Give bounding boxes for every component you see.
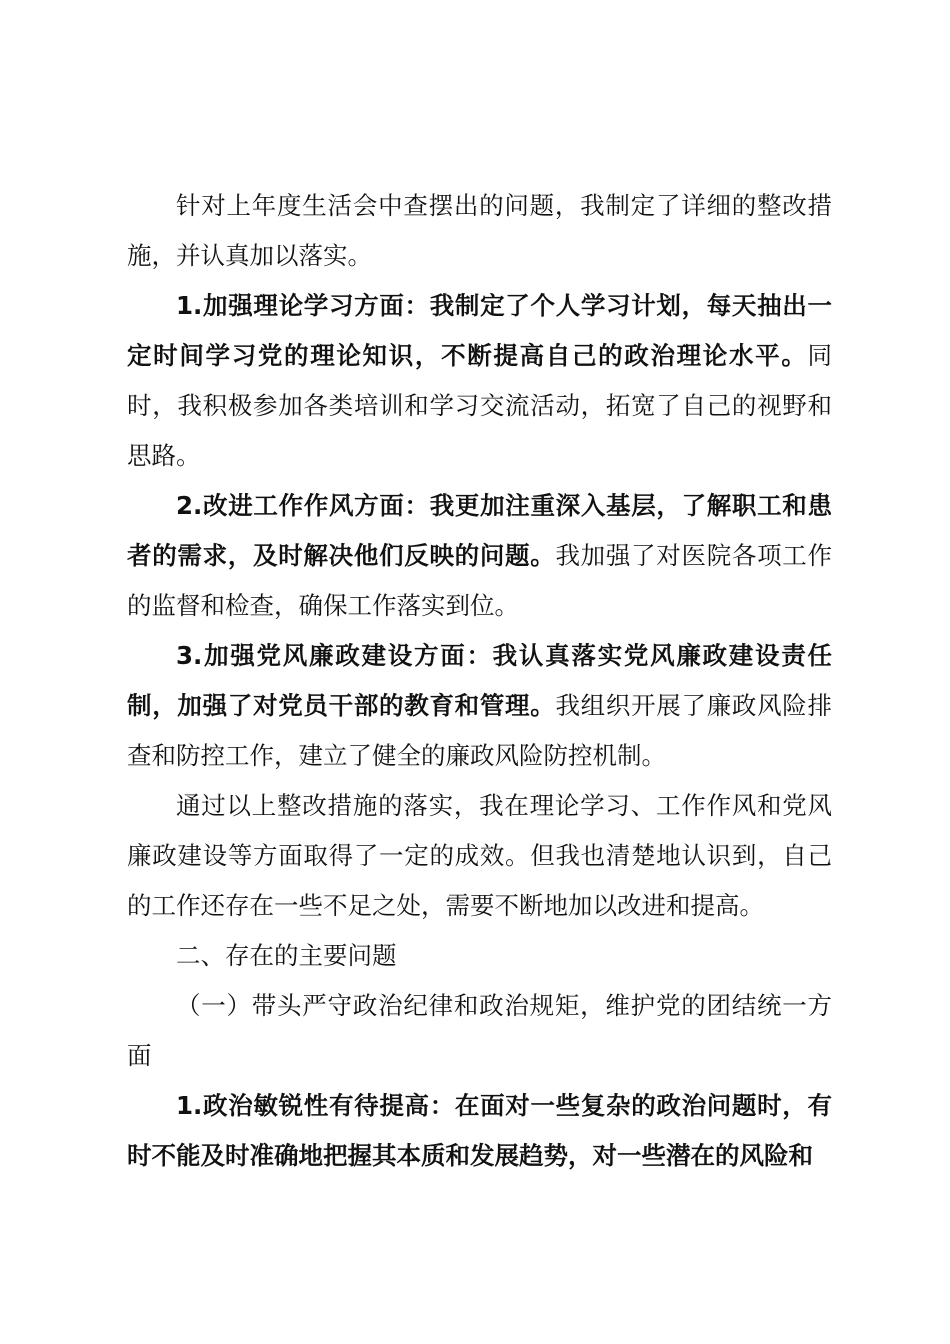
subsection-heading-political-discipline: [127, 981, 832, 1081]
paragraph-text: 我加强了对医院各项工作的监督和检查，确保工作落实到位。: [127, 541, 833, 620]
paragraph-integrity-building: [127, 631, 832, 781]
paragraph-bold-lead: 1.政治敏锐性有待提高：在面对一些复杂的政治问题时，有时不能及时准确地把握其本质和发展趋势，对一些潜在的风险和: [127, 1091, 832, 1170]
paragraph-bold-lead: 2.改进工作作风方面：我更加注重深入基层，了解职工和患者的需求，及时解决他们反映的问题。: [127, 491, 832, 570]
paragraph-text: 我组织开展了廉政风险排查和防控工作，建立了健全的廉政风险防控机制。: [127, 691, 833, 770]
paragraph-summary: [127, 781, 832, 931]
section-heading-main-problems: [127, 931, 832, 981]
paragraph-bold-lead: 3.加强党风廉政建设方面：我认真落实党风廉政建设责任制，加强了对党员干部的教育和管理。: [127, 641, 832, 720]
paragraph-work-style: [127, 481, 832, 631]
document-body: [127, 181, 832, 1181]
paragraph-political-sensitivity: [127, 1081, 832, 1181]
paragraph-bold-lead: 1.加强理论学习方面：我制定了个人学习计划，每天抽出一定时间学习党的理论知识，不断提高自己的政治理论水平。: [127, 291, 832, 370]
paragraph-text: （一）带头严守政治纪律和政治规矩，维护党的团结统一方面: [127, 991, 832, 1070]
paragraph-rectification-intro: [127, 181, 832, 281]
paragraph-theory-study: [127, 281, 832, 481]
paragraph-text: 同时，我积极参加各类培训和学习交流活动，拓宽了自己的视野和思路。: [127, 341, 832, 470]
paragraph-text: 针对上年度生活会中查摆出的问题，我制定了详细的整改措施，并认真加以落实。: [127, 191, 832, 270]
paragraph-text: 通过以上整改措施的落实，我在理论学习、工作作风和党风廉政建设等方面取得了一定的成效。但我也清楚地认识到，自己的工作还存在一些不足之处，需要不断地加以改进和提高。: [127, 791, 832, 920]
paragraph-text: 二、存在的主要问题: [176, 941, 397, 970]
